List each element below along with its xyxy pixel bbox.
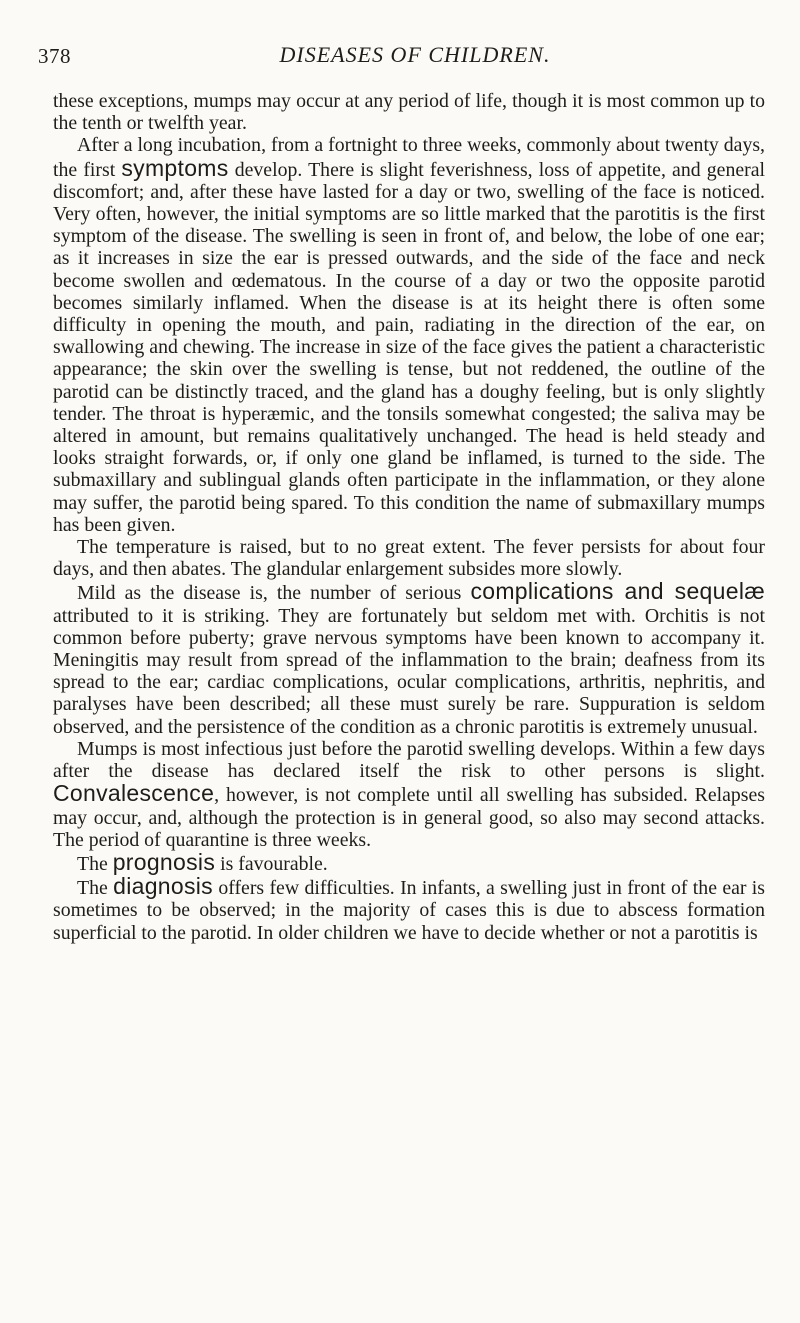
paragraph-complications <box>53 580 765 737</box>
sidehead-convalescence: Convalescence <box>53 780 215 807</box>
paragraph-temperature <box>53 536 765 580</box>
paragraph-text: Mumps is most infectious just before the parotid swelling develops. Within a few days after the disease has declared itself the risk to other persons is slight. <box>53 737 765 783</box>
paragraph-prognosis <box>53 848 765 875</box>
paragraph-text: offers few difficulties. In infants, a swelling just in front of the ear is sometimes to be observed; in the majority of cases this is due to abscess formation superficial to the parotid. In older children we have to decide whether or not a parotitis is <box>53 877 766 944</box>
paragraph-text: After a long incubation, from a fortnight to three weeks, commonly about twenty days, the first <box>53 134 765 181</box>
sidehead-diagnosis: diagnosis <box>113 873 213 900</box>
page-header <box>38 38 762 78</box>
paragraph-text: these exceptions, mumps may occur at any period of life, though it is most common up to the tenth or twelfth year. <box>53 90 765 135</box>
paragraph-exceptions <box>53 90 765 134</box>
paragraph-text: The temperature is raised, but to no great extent. The fever persists for about four days, and then abates. The glandular enlargement subsides more slowly. <box>53 536 765 581</box>
paragraph-text: The <box>77 877 114 900</box>
paragraph-diagnosis <box>53 875 765 944</box>
paragraph-text: The <box>77 852 113 875</box>
running-head: DISEASES OF CHILDREN. <box>279 42 551 67</box>
sidehead-prognosis: prognosis <box>112 848 216 875</box>
paragraph-text: attributed to it is striking. They are fortunately but seldom met with. Orchitis is not common before puberty; grave nervous symptoms have been known to accompany it. Meningitis may result from spread of the inflammation to the brain; deafness from its spread to the ear; cardiac complications, ocular complications, arthritis, nephritis, and paralyses have been described; all these must surely be rare. Suppuration is seldom observed, and the persistence of the condition as a chronic parotitis is extremely unusual. <box>53 604 765 738</box>
paragraph-symptoms <box>53 134 765 536</box>
paragraph-convalescence <box>53 738 765 851</box>
paragraph-text: is favourable. <box>215 852 328 875</box>
sidehead-complications: complications and sequelæ <box>470 578 765 605</box>
paragraph-text: , however, is not complete until all swelling has subsided. Relapses may occur, and, although the protection is in general good, so also may second attacks. The period of quarantine is three weeks. <box>53 784 765 851</box>
paragraph-text: develop. There is slight feverishness, loss of appetite, and general discomfort; and, after these have lasted for a day or two, swelling of the face is noticed. Very often, however, the initial symptoms are so little marked that the parotitis is the first symptom of the disease. The swelling is seen in front of, and below, the lobe of one ear; as it increases in size the ear is pressed outwards, and the side of the face and neck become swollen and œdematous. In the course of a day or two the opposite parotid becomes similarly inflamed. When the disease is at its height there is often some difficulty in opening the mouth, and pain, radiating in the direction of the ear, on swallowing and chewing. The increase in size of the face gives the patient a characteristic appearance; the skin over the swelling is tense, but not reddened, the outline of the parotid can be distinctly traced, and the gland has a doughy feeling, but is only slightly tender. The throat is hyperæmic, and the tonsils somewhat congested; the saliva may be altered in amount, but remains qualitatively unchanged. The head is held steady and looks straight forwards, or, if only one gland be inflamed, is turned to the side. The submaxillary and sublingual glands often participate in the inflammation, or they alone may suffer, the parotid being spared. To this condition the name of submaxillary mumps has been given. <box>53 158 765 536</box>
paragraph-text: Mild as the disease is, the number of serious <box>77 582 471 605</box>
page-number: 378 <box>38 44 71 68</box>
sidehead-symptoms: symptoms <box>121 154 229 181</box>
body-text <box>53 90 765 944</box>
